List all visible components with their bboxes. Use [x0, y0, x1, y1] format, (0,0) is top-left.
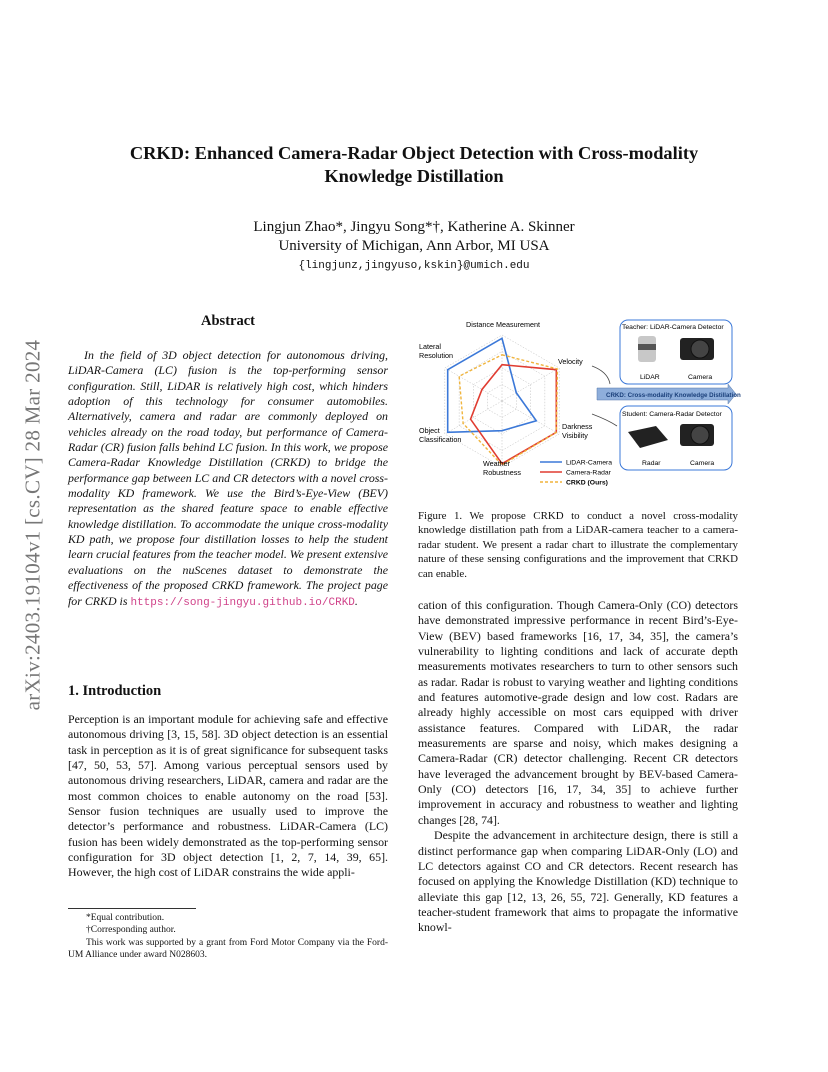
legend-lc: LiDAR-Camera [566, 459, 613, 467]
axis-weather-2: Robustness [483, 468, 521, 477]
axis-lateral-1: Lateral [419, 342, 441, 351]
intro-body [68, 712, 388, 881]
right-paragraph-1: cation of this configuration. Though Camera-Only (CO) detectors have demonstrated impressive performance in recent Bird’s-Eye-View (BEV) based frameworks [16, 17, 34, 35], the camera’s vulnerability to lighting conditions and lack of accurate depth measurements motivates researchers to turn to other sensors such as radar. Radar is robust to varying weather and lighting conditions and features automotive-grade design and low cost. Radars are already highly accessible on most cars equipped with driver assistance features. Compared with LiDAR, the radar measurements are sparse and noisy, which makes designing a Camera-Radar (CR) detector challenging. Recent CR detectors have leveraged the advancement brought by BEV-based Camera-Only (CO) detectors [16, 17, 34, 35] to achieve further improvement in accuracy and robustness to weather and lighting changes [28, 74]. [418, 598, 738, 827]
legend-cr: Camera-Radar [566, 469, 611, 477]
lidar-icon-band [638, 344, 656, 350]
arrow-from-band [592, 414, 617, 426]
lidar-label: LiDAR [640, 374, 660, 381]
footnote-corresponding: †Corresponding author. [86, 925, 176, 936]
axis-object-1: Object [419, 426, 440, 435]
student-box [620, 406, 732, 470]
teacher-label: Teacher: LiDAR-Camera Detector [622, 324, 724, 331]
project-link[interactable]: https://song-jingyu.github.io/CRKD [130, 596, 355, 609]
teacher-camera-lens [691, 340, 709, 358]
footnote-equal: *Equal contribution. [86, 913, 165, 923]
series-lidar-camera [448, 338, 537, 432]
intro-paragraph: Perception is an important module for achieving safe and effective autonomous driving [3, 15, 58]. 3D object detection is an essential task in perception as it is of great significance for subsequent tasks [47, 50, 53, 57]. Among various perceptual sensors used by autonomous driving researchers, LiDAR, camera and radar are the most common choices to enable autonomy on the road [53]. Sensor fusion techniques are usually used to improve the detector’s performance and robustness. LiDAR-Camera (LC) fusion has been widely demonstrated as the top-performing sensor configuration for 3D object detection [1, 2, 7, 14, 39, 65]. However, the high cost of LiDAR constrains the wide appli- [68, 712, 388, 880]
right-paragraph-2: Despite the advancement in architecture design, there is still a distinct performance gap when comparing LiDAR-Only (LO) and LC detectors against CO and CR detectors. Recent research has focused on applying the Knowledge Distillation (KD) technique to alleviate this gap [12, 13, 26, 55, 72]. Generally, KD features a teacher-student framework that aims to propagate the informative knowl- [418, 828, 738, 935]
footnotes [68, 912, 388, 961]
student-camera-label: Camera [690, 460, 715, 467]
legend-crkd: CRKD (Ours) [566, 479, 608, 487]
abstract-text: In the field of 3D object detection for autonomous driving, LiDAR-Camera (LC) fusion is the top-performing sensor configuration. Still, LiDAR is relatively high cost, which hinders adoption of this technology for consumer automobiles. Alternatively, camera and radar are commonly deployed on vehicles already on the road today, but performance of Camera-Radar (CR) fusion falls behind LC fusion. In this work, we propose Camera-Radar Knowledge Distillation (CRKD) to bridge the performance gap between LC and CR detectors with a novel cross-modality KD framework. We use the Bird’s-Eye-View (BEV) representation as the shared feature space to enable effective knowledge distillation. To accommodate the unique cross-modality KD path, we propose four distillation losses to help the student learn crucial features from the teacher model. We present extensive evaluations on the nuScenes dataset to demonstrate the effectiveness of the proposed CRKD framework. The project page for CRKD is [68, 348, 388, 608]
right-column-body [418, 598, 738, 936]
title-line-2: Knowledge Distillation [324, 166, 504, 186]
title-line-1: CRKD: Enhanced Camera-Radar Object Detection with Cross-modality [129, 143, 699, 163]
figure-caption: Figure 1. We propose CRKD to conduct a novel cross-modality knowledge distillation path from a LiDAR-camera teacher to a camera-radar student. We present a radar chart to illustrate the complementary nature of these sensing configurations and the improvement that CRKD can enable. [418, 510, 738, 580]
figure-1 [412, 316, 742, 496]
axis-lateral-2: Resolution [419, 351, 453, 360]
axis-weather-1: Weather [483, 459, 511, 468]
radar-chart [419, 320, 593, 477]
axis-darkness-2: Visibility [562, 431, 588, 440]
axis-object-2: Classification [419, 435, 462, 444]
axis-distance: Distance Measurement [466, 320, 540, 329]
paper-title [0, 142, 828, 188]
teacher-camera-label: Camera [688, 374, 713, 381]
footnote-funding: This work was supported by a grant from Ford Motor Company via the Ford-UM Alliance under award N028603. [68, 937, 388, 960]
abstract-heading: Abstract [201, 313, 255, 329]
student-label: Student: Camera-Radar Detector [622, 411, 722, 418]
teacher-box [620, 320, 732, 384]
axis-velocity: Velocity [558, 357, 583, 366]
axis-darkness-1: Darkness [562, 422, 593, 431]
author-names: Lingjun Zhao*, Jingyu Song*†, Katherine A. Skinner [253, 219, 575, 235]
radar-label: Radar [642, 460, 661, 467]
arxiv-sidebar-stamp: arXiv:2403.19104v1 [cs.CV] 28 Mar 2024 [20, 339, 45, 711]
student-camera-lens [691, 426, 709, 444]
author-block [0, 218, 828, 256]
abstract-body: In the field of 3D object detection for autonomous driving, LiDAR-Camera (LC) fusion is the top-performing sensor configuration. Still, LiDAR is relatively high cost, which hinders adoption of this technology for consumer automobiles. Alternatively, camera and radar are commonly deployed on vehicles already on the road today, but performance of Camera-Radar (CR) fusion falls behind LC fusion. In this work, we propose Camera-Radar Knowledge Distillation (CRKD) to bridge the performance gap between LC and CR detectors with a novel cross-modality KD framework. We use the Bird’s-Eye-View (BEV) representation as the shared feature space to enable effective knowledge distillation. To accommodate the unique cross-modality KD path, we propose four distillation losses to help the student learn crucial features from the teacher model. We present extensive evaluations on the nuScenes dataset to demonstrate the effectiveness of the proposed CRKD framework. The project page for CRKD is https://song-jingyu.github.io/CRKD. [68, 348, 388, 609]
footnote-rule [68, 908, 196, 909]
distill-label: CRKD: Cross-modality Knowledge Distillation [606, 392, 741, 399]
affiliation: University of Michigan, Ann Arbor, MI USA [278, 238, 550, 254]
author-email: {lingjunz,jingyuso,kskin}@umich.edu [298, 260, 530, 272]
intro-heading: 1. Introduction [68, 683, 162, 699]
legend [540, 460, 612, 487]
arrow-to-band [592, 366, 610, 384]
